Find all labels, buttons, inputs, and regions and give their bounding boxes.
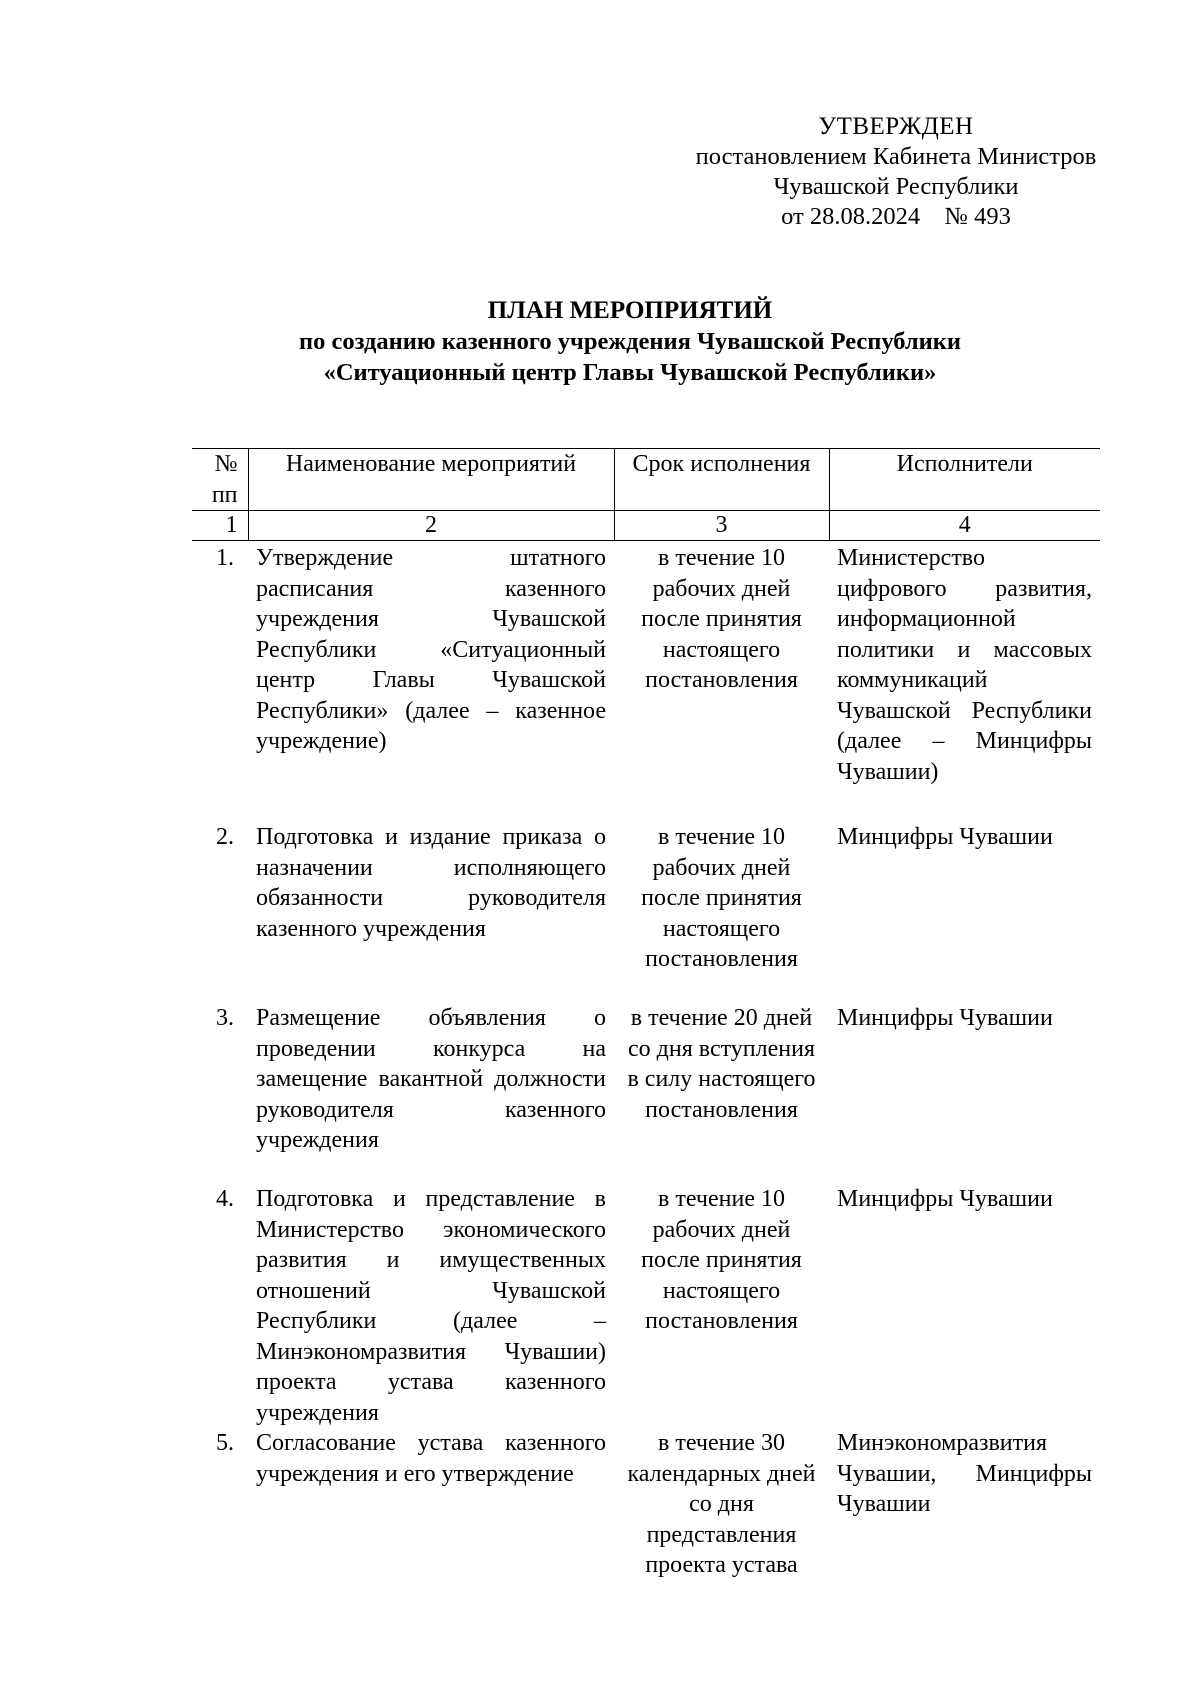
row-term: в течение 10 рабочих дней после принятия настоящего постановления [641,1186,802,1334]
row-activity: Подготовка и представление в Министерство экономического развития и имущественных отношений Чувашской Республики (далее – Минэкономразвития Чувашии) проекта устава казенного учреждения [256,1186,606,1426]
plan-table [192,448,1100,1581]
header-num [192,449,248,511]
row-term: в течение 10 рабочих дней после принятия настоящего постановления [641,545,802,693]
table-row [192,822,1100,1003]
column-number-row [192,511,1100,541]
header-name: Наименование мероприятий [248,449,614,511]
row-activity: Размещение объявления о проведении конкурса на замещение вакантной должности руководителя казенного учреждения [256,1005,606,1153]
column-number: 1 [192,511,248,541]
column-number: 3 [614,511,829,541]
column-number: 2 [248,511,614,541]
row-term: в течение 30 календарных дней со дня представления проекта устава [627,1430,816,1578]
header-term: Срок исполнения [614,449,829,511]
row-number: 1. [216,545,234,571]
table-row [192,541,1100,823]
header-num-pp: пп [211,481,238,508]
column-number: 4 [829,511,1100,541]
title-line-3: «Ситуационный центр Главы Чувашской Республики» [323,359,937,386]
row-number: 5. [216,1430,234,1456]
header-executors: Исполнители [829,449,1100,511]
row-executors: Минцифры Чувашии [837,1186,1053,1212]
title-line-2: по созданию казенного учреждения Чувашской Республики [298,328,962,355]
table-row [192,1428,1100,1581]
approval-republic: Чувашской Республики [773,173,1019,200]
header-num-sign: № [214,451,238,477]
row-executors: Министерство цифрового развития, информационной политики и массовых коммуникаций Чувашской Республики (далее – Минцифры Чувашии) [837,545,1092,785]
row-activity: Согласование устава казенного учреждения и его утверждение [256,1430,606,1487]
approval-authority: постановлением Кабинета Министров [695,143,1097,170]
table-row [192,1184,1100,1428]
table-header-row [192,449,1100,511]
row-activity: Утверждение штатного расписания казенного учреждения Чувашской Республики «Ситуационный центр Главы Чувашской Республики» (далее – казенное учреждение) [256,545,606,754]
row-activity: Подготовка и издание приказа о назначении исполняющего обязанности руководителя казенного учреждения [256,824,606,942]
table-row [192,1003,1100,1184]
row-term: в течение 20 дней со дня вступления в силу настоящего постановления [627,1005,816,1123]
row-executors: Минцифры Чувашии [837,1005,1053,1031]
row-executors: Минэкономразвития Чувашии, Минцифры Чувашии [837,1430,1092,1517]
approval-stamp [672,112,1120,232]
document-title [180,295,1080,388]
title-main: ПЛАН МЕРОПРИЯТИЙ [487,297,773,324]
row-number: 4. [216,1186,234,1212]
row-executors: Минцифры Чувашии [837,824,1053,850]
row-number: 3. [216,1005,234,1031]
approval-date-number: от 28.08.2024 № 493 [781,203,1011,230]
row-number: 2. [216,824,234,850]
row-term: в течение 10 рабочих дней после принятия настоящего постановления [641,824,802,972]
approval-status: УТВЕРЖДЕН [818,113,974,140]
